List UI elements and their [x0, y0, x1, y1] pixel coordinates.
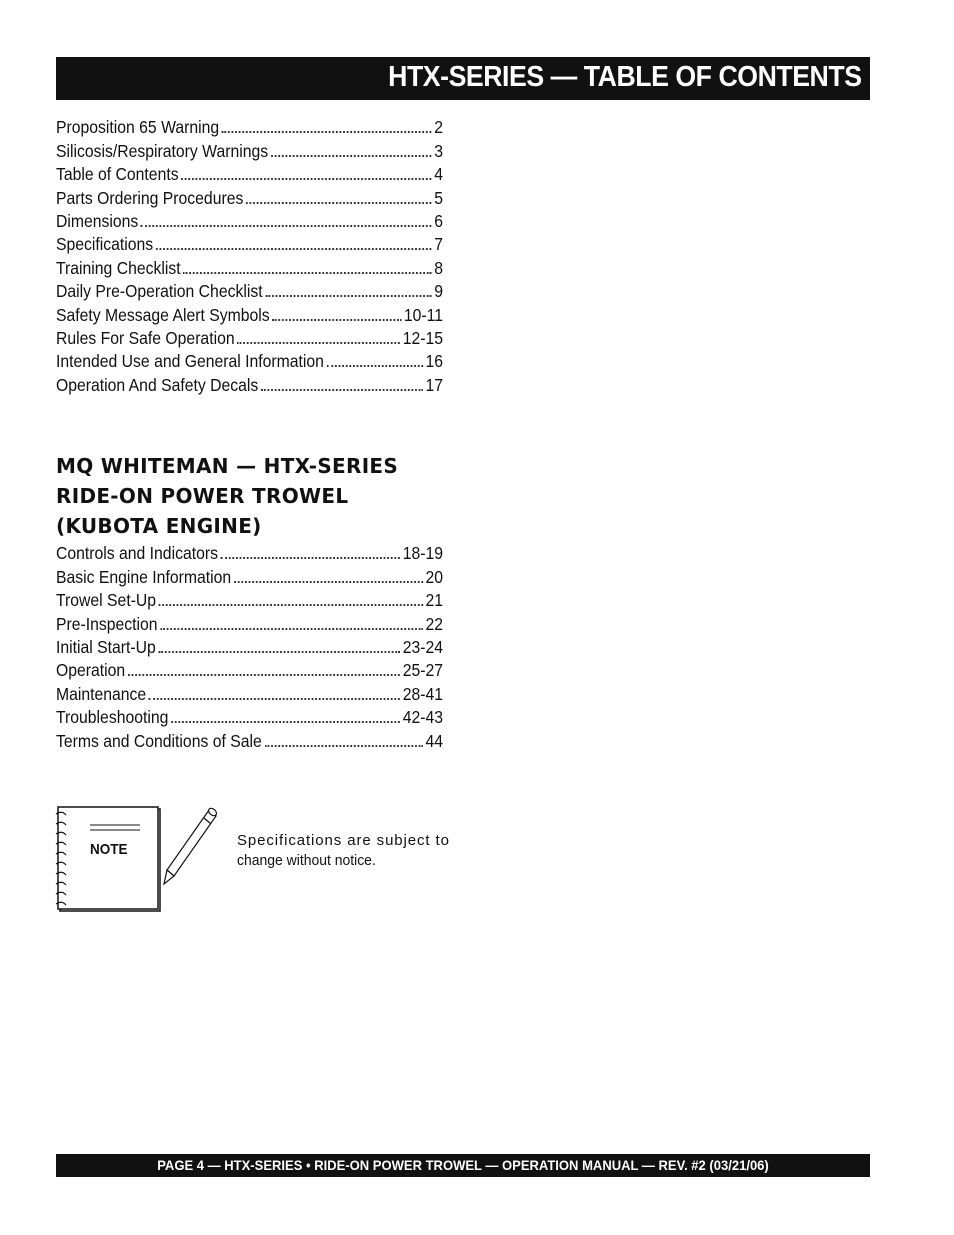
toc-page-number: 25-27 — [402, 660, 443, 681]
toc-row — [56, 657, 443, 680]
toc-page-number: 6 — [434, 210, 443, 231]
toc-row — [56, 563, 443, 586]
header-bar — [56, 57, 870, 100]
toc-general — [56, 114, 443, 395]
note-text — [237, 831, 457, 871]
toc-label: Terms and Conditions of Sale — [56, 730, 262, 751]
toc-label: Intended Use and General Information — [56, 351, 324, 372]
toc-page-number: 2 — [434, 117, 443, 138]
toc-leader-dots — [246, 201, 431, 204]
toc-page-number: 4 — [434, 164, 443, 185]
toc-page-number: 17 — [425, 374, 443, 395]
toc-label: Operation — [56, 660, 126, 681]
note-text-line: change without notice. — [237, 852, 376, 869]
toc-page-number: 22 — [425, 613, 443, 634]
toc-row — [56, 540, 443, 563]
toc-row — [56, 114, 443, 137]
toc-row — [56, 610, 443, 633]
toc-label: Initial Start-Up — [56, 636, 156, 657]
toc-page-number: 5 — [434, 187, 443, 208]
toc-row — [56, 278, 443, 301]
toc-row — [56, 727, 443, 750]
toc-row — [56, 348, 443, 371]
toc-page-number: 10-11 — [403, 304, 443, 325]
toc-label: Dimensions — [56, 210, 139, 231]
toc-leader-dots — [237, 341, 400, 344]
toc-page-number: 23-24 — [402, 636, 443, 657]
toc-page-number: 16 — [425, 351, 443, 372]
toc-label: Trowel Set-Up — [56, 590, 157, 611]
toc-leader-dots — [264, 744, 422, 747]
toc-leader-dots — [160, 627, 423, 630]
toc-row — [56, 371, 443, 394]
toc-page-number: 20 — [425, 566, 443, 587]
note-icon-label: NOTE — [90, 841, 128, 858]
note-text-line: Specifications are subject to — [237, 832, 450, 849]
toc-leader-dots — [221, 556, 400, 559]
toc-row — [56, 137, 443, 160]
toc-row — [56, 587, 443, 610]
toc-leader-dots — [156, 247, 432, 250]
toc-page-number: 3 — [434, 140, 443, 161]
section-heading-line: (KUBOTA ENGINE) — [56, 514, 262, 538]
toc-label: Proposition 65 Warning — [56, 117, 220, 138]
section-heading — [56, 451, 476, 541]
toc-label: Daily Pre-Operation Checklist — [56, 281, 263, 302]
toc-leader-dots — [271, 154, 432, 157]
toc-label: Safety Message Alert Symbols — [56, 304, 270, 325]
toc-page-number: 9 — [434, 281, 443, 302]
toc-page-number: 42-43 — [402, 707, 443, 728]
toc-label: Table of Contents — [56, 164, 179, 185]
toc-label: Silicosis/Respiratory Warnings — [56, 140, 269, 161]
toc-leader-dots — [265, 294, 431, 297]
toc-row — [56, 680, 443, 703]
toc-page-number: 12-15 — [402, 327, 443, 348]
toc-label: Controls and Indicators — [56, 543, 218, 564]
toc-label: Basic Engine Information — [56, 566, 232, 587]
toc-label: Operation And Safety Decals — [56, 374, 259, 395]
toc-row — [56, 301, 443, 324]
toc-page-number: 21 — [425, 590, 443, 611]
toc-row — [56, 254, 443, 277]
toc-row — [56, 161, 443, 184]
toc-label: Troubleshooting — [56, 707, 169, 728]
toc-page-number: 44 — [425, 730, 443, 751]
toc-leader-dots — [149, 697, 400, 700]
toc-label: Maintenance — [56, 683, 147, 704]
toc-page-number: 8 — [434, 257, 443, 278]
toc-section — [56, 540, 443, 751]
toc-row — [56, 208, 443, 231]
toc-row — [56, 325, 443, 348]
section-heading-line: MQ WHITEMAN — HTX-SERIES — [56, 454, 399, 478]
toc-label: Specifications — [56, 234, 154, 255]
toc-leader-dots — [159, 603, 423, 606]
toc-leader-dots — [234, 580, 423, 583]
toc-leader-dots — [171, 720, 400, 723]
toc-leader-dots — [272, 318, 401, 321]
toc-label: Training Checklist — [56, 257, 181, 278]
toc-label: Parts Ordering Procedures — [56, 187, 244, 208]
toc-leader-dots — [222, 130, 432, 133]
toc-leader-dots — [183, 271, 431, 274]
toc-page-number: 7 — [434, 234, 443, 255]
toc-row — [56, 231, 443, 254]
section-heading-line: RIDE-ON POWER TROWEL — [56, 484, 349, 508]
toc-page-number: 18-19 — [402, 543, 443, 564]
toc-leader-dots — [181, 177, 431, 180]
toc-row — [56, 184, 443, 207]
toc-leader-dots — [261, 388, 423, 391]
toc-leader-dots — [141, 224, 432, 227]
toc-leader-dots — [327, 364, 423, 367]
toc-leader-dots — [128, 673, 400, 676]
toc-row — [56, 704, 443, 727]
toc-row — [56, 634, 443, 657]
notepad-with-pencil-icon — [54, 802, 224, 914]
toc-label: Pre-Inspection — [56, 613, 158, 634]
toc-page-number: 28-41 — [402, 683, 443, 704]
toc-leader-dots — [158, 650, 400, 653]
footer-text: PAGE 4 — HTX-SERIES • RIDE-ON POWER TROWEL — OPERATION MANUAL — REV. #2 (03/21/06) — [157, 1157, 769, 1173]
page-title: HTX-SERIES — TABLE OF CONTENTS — [388, 61, 862, 93]
footer-bar — [56, 1154, 870, 1177]
toc-label: Rules For Safe Operation — [56, 327, 235, 348]
